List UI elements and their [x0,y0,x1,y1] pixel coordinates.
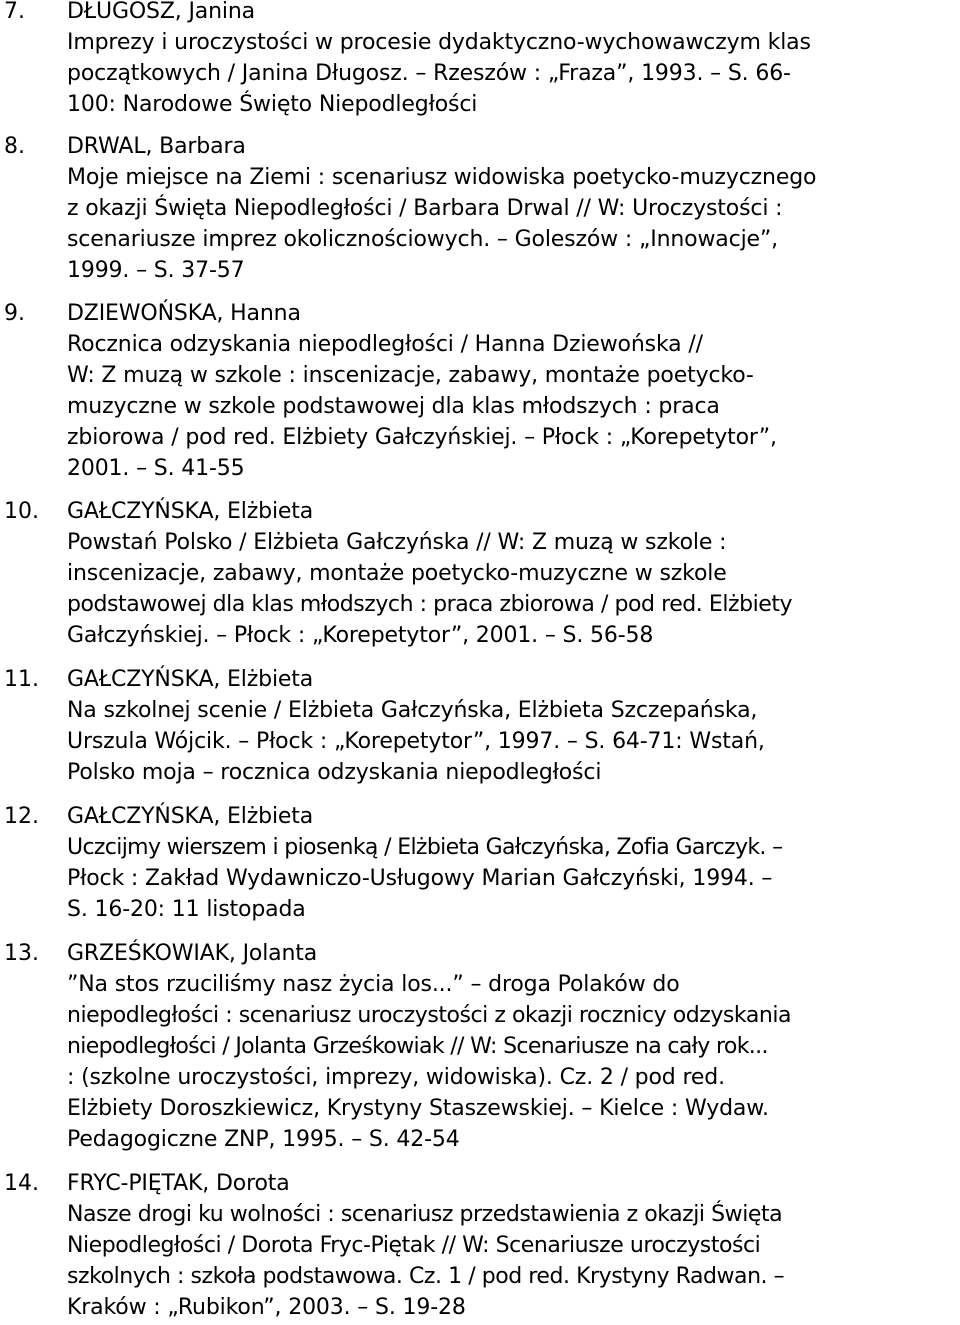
entry-text-line: z okazji Święta Niepodległości / Barbara Drwal // W: Uroczystości : [67,196,783,221]
entry-number: 11. [4,667,39,692]
entry-text-line: Płock : Zakład Wydawniczo-Usługowy Marian Gałczyński, 1994. – [67,866,773,891]
entry-body [67,801,782,925]
entry-body [67,131,816,286]
entry-number: 10. [4,499,39,524]
entry-text-line: niepodległości / Jolanta Grześkowiak // W: Scenariusze na cały rok... [67,1034,768,1059]
entry-text-line: Nasze drogi ku wolności : scenariusz przedstawienia z okazji Święta [67,1202,783,1227]
entry-number: 14. [4,1171,39,1196]
entry-text-line: 1999. – S. 37-57 [67,258,245,283]
entry-text-line: Na szkolnej scenie / Elżbieta Gałczyńska, Elżbieta Szczepańska, [67,698,758,723]
entry-text-line: inscenizacje, zabawy, montaże poetycko-muzyczne w szkole [67,561,727,586]
entry-text-line: początkowych / Janina Długosz. – Rzeszów : „Fraza”, 1993. – S. 66- [67,61,791,86]
entry-text-line: Kraków : „Rubikon”, 2003. – S. 19-28 [67,1295,466,1320]
entry-text-line: podstawowej dla klas młodszych : praca zbiorowa / pod red. Elżbiety [67,592,793,617]
entry-text-line: Urszula Wójcik. – Płock : „Korepetytor”, 1997. – S. 64-71: Wstań, [67,729,765,754]
entry-text-line: Gałczyńskiej. – Płock : „Korepetytor”, 2001. – S. 56-58 [67,623,654,648]
entry-body [67,1168,784,1323]
entry-text-line: Powstań Polsko / Elżbieta Gałczyńska // W: Z muzą w szkole : [67,530,727,555]
entry-author: GAŁCZYŃSKA, Elżbieta [67,499,314,524]
entry-text-line: : (szkolne uroczystości, imprezy, widowiska). Cz. 2 / pod red. [67,1065,725,1090]
entry-number: 8. [4,134,25,159]
entry-text-line: Polsko moja – rocznica odzyskania niepodległości [67,760,602,785]
entry-text-line: zbiorowa / pod red. Elżbiety Gałczyńskiej. – Płock : „Korepetytor”, [67,425,777,450]
entry-text-line: 2001. – S. 41-55 [67,456,245,481]
entry-text-line: ”Na stos rzuciliśmy nasz życia los...” – droga Polaków do [67,972,680,997]
entry-body [67,0,811,120]
entry-body [67,664,765,788]
entry-text-line: 100: Narodowe Święto Niepodległości [67,92,478,117]
entry-text-line: Rocznica odzyskania niepodległości / Hanna Dziewońska // [67,332,703,357]
entry-number: 7. [4,0,25,24]
entry-text-line: szkolnych : szkoła podstawowa. Cz. 1 / pod red. Krystyny Radwan. – [67,1264,785,1289]
entry-text-line: muzyczne w szkole podstawowej dla klas młodszych : praca [67,394,720,419]
entry-body [67,496,792,651]
entry-author: DZIEWOŃSKA, Hanna [67,301,301,326]
entry-author: DŁUGOSZ, Janina [67,0,255,24]
entry-author: FRYC-PIĘTAK, Dorota [67,1171,290,1196]
entry-text-line: Moje miejsce na Ziemi : scenariusz widowiska poetycko-muzycznego [67,165,817,190]
entry-number: 9. [4,301,25,326]
entry-text-line: S. 16-20: 11 listopada [67,897,306,922]
entry-text-line: niepodległości : scenariusz uroczystości z okazji rocznicy odzyskania [67,1003,792,1028]
entry-body [67,938,791,1155]
entry-text-line: Pedagogiczne ZNP, 1995. – S. 42-54 [67,1127,460,1152]
entry-author: DRWAL, Barbara [67,134,246,159]
entry-text-line: Uczcijmy wierszem i piosenką / Elżbieta Gałczyńska, Zofia Garczyk. – [67,835,783,860]
entry-text-line: Elżbiety Doroszkiewicz, Krystyny Staszewskiej. – Kielce : Wydaw. [67,1096,769,1121]
entry-author: GAŁCZYŃSKA, Elżbieta [67,804,314,829]
entry-number: 13. [4,941,39,966]
entry-text-line: Imprezy i uroczystości w procesie dydaktyczno-wychowawczym klas [67,30,811,55]
entry-body [67,298,777,484]
entry-text-line: W: Z muzą w szkole : inscenizacje, zabawy, montaże poetycko- [67,363,754,388]
entry-text-line: scenariusze imprez okolicznościowych. – Goleszów : „Innowacje”, [67,227,779,252]
entry-author: GRZEŚKOWIAK, Jolanta [67,941,318,966]
entry-number: 12. [4,804,39,829]
entry-text-line: Niepodległości / Dorota Fryc-Piętak // W: Scenariusze uroczystości [67,1233,761,1258]
entry-author: GAŁCZYŃSKA, Elżbieta [67,667,314,692]
